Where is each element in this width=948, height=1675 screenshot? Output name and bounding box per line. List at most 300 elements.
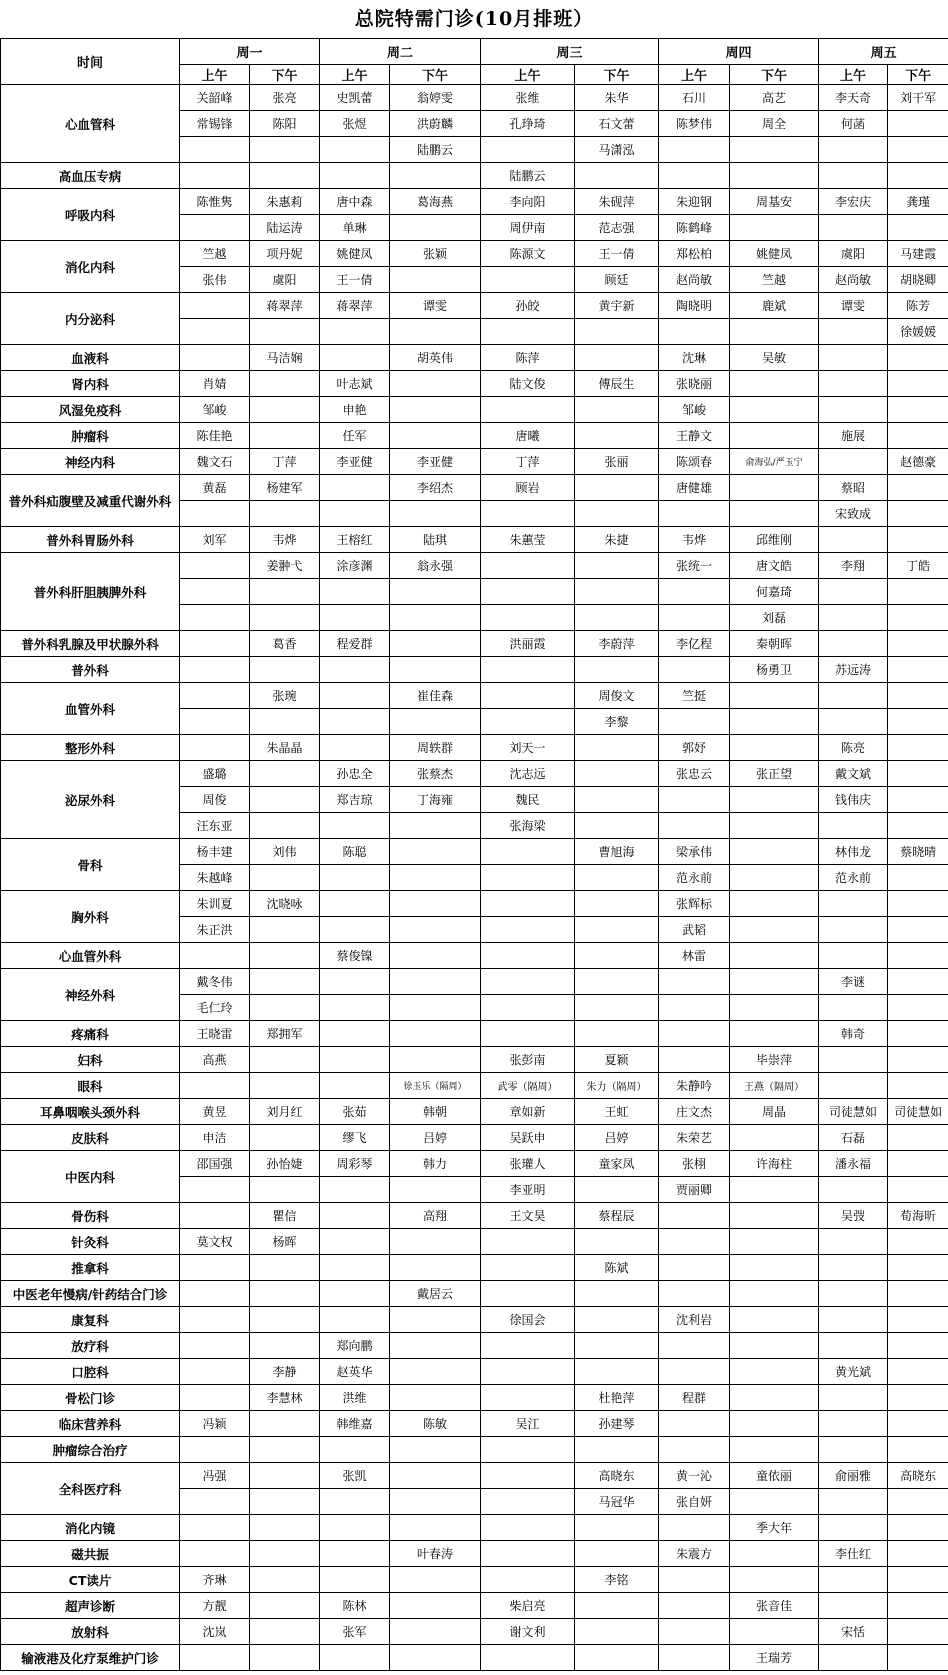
department-name: 中医老年慢病/针药结合门诊 [1,1281,180,1307]
doctor-cell: 齐琳 [180,1567,250,1593]
department-name: 血管外科 [1,683,180,735]
doctor-cell: 蔡昭 [819,475,888,501]
doctor-cell [730,137,819,163]
doctor-cell: 高翔 [390,1203,481,1229]
doctor-cell [659,1203,730,1229]
doctor-cell: 黄磊 [180,475,250,501]
doctor-cell [659,319,730,345]
table-row [1,1463,948,1489]
doctor-cell [888,527,948,553]
doctor-cell: 宋恬 [819,1619,888,1645]
doctor-cell: 陈芳 [888,293,948,319]
doctor-cell: 高晓东 [575,1463,659,1489]
doctor-cell [390,371,481,397]
doctor-cell [250,1567,320,1593]
doctor-cell [888,605,948,631]
doctor-cell [481,319,575,345]
doctor-cell [575,1359,659,1385]
table-row [1,345,948,371]
doctor-cell: 毕崇萍 [730,1047,819,1073]
doctor-cell [730,943,819,969]
doctor-cell: 陆运涛 [250,215,320,241]
doctor-cell [575,1229,659,1255]
doctor-cell: 陈鹤峰 [659,215,730,241]
doctor-cell [320,579,390,605]
doctor-cell: 丁皓 [888,553,948,579]
doctor-cell: 高燕 [180,1047,250,1073]
session-am-header: 上午 [659,65,730,85]
doctor-cell [730,501,819,527]
doctor-cell [575,553,659,579]
doctor-cell: 李蔚萍 [575,631,659,657]
doctor-cell: 陈惟隽 [180,189,250,215]
doctor-cell [819,579,888,605]
department-name: 眼科 [1,1073,180,1099]
doctor-cell [730,319,819,345]
department-name: 风湿免疫科 [1,397,180,423]
doctor-cell: 章如新 [481,1099,575,1125]
doctor-cell: 刘伟 [250,839,320,865]
doctor-cell [575,891,659,917]
doctor-cell: 程群 [659,1385,730,1411]
doctor-cell [888,111,948,137]
doctor-cell [888,1385,948,1411]
doctor-cell: 蒋翠萍 [250,293,320,319]
department-name: 临床营养科 [1,1411,180,1437]
doctor-cell [730,683,819,709]
table-row [1,1255,948,1281]
doctor-cell [390,839,481,865]
doctor-cell [180,1073,250,1099]
doctor-cell: 陈阳 [250,111,320,137]
doctor-cell: 徐国会 [481,1307,575,1333]
doctor-cell: 孙皎 [481,293,575,319]
department-name: 针灸科 [1,1229,180,1255]
doctor-cell [888,1645,948,1671]
doctor-cell: 张煜 [320,111,390,137]
doctor-cell: 姚健凤 [320,241,390,267]
doctor-cell: 王文昊 [481,1203,575,1229]
doctor-cell [320,1229,390,1255]
doctor-cell: 陆鹏云 [481,163,575,189]
doctor-cell: 虞阳 [250,267,320,293]
doctor-cell [888,1619,948,1645]
doctor-cell [575,579,659,605]
doctor-cell [481,553,575,579]
doctor-cell: 宋致成 [819,501,888,527]
doctor-cell [320,1073,390,1099]
doctor-cell: 张辉标 [659,891,730,917]
doctor-cell: 李亿程 [659,631,730,657]
doctor-cell [819,891,888,917]
doctor-cell: 张瓘人 [481,1151,575,1177]
doctor-cell [888,813,948,839]
table-row [1,293,948,319]
table-row [1,1645,948,1671]
table-row [1,85,948,111]
doctor-cell [659,1619,730,1645]
doctor-cell [481,605,575,631]
doctor-cell: 汪东亚 [180,813,250,839]
doctor-cell [819,345,888,371]
doctor-cell [180,215,250,241]
doctor-cell [730,1567,819,1593]
doctor-cell [320,969,390,995]
doctor-cell [888,709,948,735]
doctor-cell [730,813,819,839]
table-row [1,1073,948,1099]
doctor-cell [180,345,250,371]
doctor-cell [659,995,730,1021]
doctor-cell: 孙建琴 [575,1411,659,1437]
doctor-cell [390,1333,481,1359]
doctor-cell: 徐玉乐（隔周） [390,1073,481,1099]
doctor-cell [730,371,819,397]
doctor-cell [180,1515,250,1541]
department-name: 皮肤科 [1,1125,180,1151]
doctor-cell: 司徒慧如 [888,1099,948,1125]
doctor-cell [320,1203,390,1229]
doctor-cell: 李宏庆 [819,189,888,215]
doctor-cell [320,1489,390,1515]
doctor-cell: 俞丽雅 [819,1463,888,1489]
table-row [1,1515,948,1541]
doctor-cell [888,1359,948,1385]
doctor-cell: 周全 [730,111,819,137]
schedule-body [1,85,948,1671]
doctor-cell [819,605,888,631]
doctor-cell [250,1593,320,1619]
doctor-cell: 丁萍 [250,449,320,475]
doctor-cell [320,1541,390,1567]
department-name: 肿瘤综合治疗 [1,1437,180,1463]
doctor-cell: 杨丰建 [180,839,250,865]
doctor-cell [320,501,390,527]
doctor-cell [575,501,659,527]
doctor-cell [250,865,320,891]
doctor-cell: 洪丽霞 [481,631,575,657]
doctor-cell [481,137,575,163]
doctor-cell: 邵国强 [180,1151,250,1177]
doctor-cell: 曹旭海 [575,839,659,865]
department-name: 全科医疗科 [1,1463,180,1515]
doctor-cell: 洪维 [320,1385,390,1411]
doctor-cell [659,813,730,839]
doctor-cell [659,605,730,631]
doctor-cell [819,1567,888,1593]
doctor-cell: 李谜 [819,969,888,995]
doctor-cell [819,1307,888,1333]
doctor-cell: 郑松柏 [659,241,730,267]
doctor-cell: 刘月红 [250,1099,320,1125]
doctor-cell [730,969,819,995]
doctor-cell: 邹峻 [180,397,250,423]
doctor-cell [250,371,320,397]
doctor-cell [250,657,320,683]
table-row [1,163,948,189]
doctor-cell: 陈林 [320,1593,390,1619]
doctor-cell [390,1359,481,1385]
doctor-cell: 贾丽卿 [659,1177,730,1203]
doctor-cell: 葛海燕 [390,189,481,215]
doctor-cell [320,1255,390,1281]
doctor-cell [730,397,819,423]
doctor-cell: 邹峻 [659,397,730,423]
doctor-cell [390,943,481,969]
day-header-tue: 周二 [320,39,481,65]
doctor-cell: 唐曦 [481,423,575,449]
department-name: 康复科 [1,1307,180,1333]
doctor-cell: 胡晓卿 [888,267,948,293]
doctor-cell: 谢文利 [481,1619,575,1645]
doctor-cell [888,215,948,241]
doctor-cell [180,735,250,761]
department-name: 普外科 [1,657,180,683]
doctor-cell [320,657,390,683]
doctor-cell: 肖婧 [180,371,250,397]
doctor-cell: 朱静吟 [659,1073,730,1099]
doctor-cell [575,397,659,423]
doctor-cell [819,1255,888,1281]
doctor-cell: 瞿信 [250,1203,320,1229]
doctor-cell: 莫文权 [180,1229,250,1255]
session-pm-header: 下午 [575,65,659,85]
department-name: 呼吸内科 [1,189,180,241]
doctor-cell [481,709,575,735]
doctor-cell [481,1021,575,1047]
department-name: 普外科疝腹壁及减重代谢外科 [1,475,180,527]
doctor-cell [575,1281,659,1307]
doctor-cell [250,1541,320,1567]
doctor-cell [250,579,320,605]
doctor-cell: 傅辰生 [575,371,659,397]
doctor-cell [390,423,481,449]
doctor-cell [819,137,888,163]
doctor-cell [730,1489,819,1515]
doctor-cell: 李慧林 [250,1385,320,1411]
doctor-cell [320,137,390,163]
doctor-cell [575,943,659,969]
doctor-cell: 唐中森 [320,189,390,215]
doctor-cell [481,657,575,683]
doctor-cell: 吕婷 [390,1125,481,1151]
doctor-cell: 李黎 [575,709,659,735]
doctor-cell: 吕婷 [575,1125,659,1151]
doctor-cell [659,579,730,605]
doctor-cell: 陈萍 [481,345,575,371]
doctor-cell [320,1515,390,1541]
table-row [1,735,948,761]
doctor-cell [819,995,888,1021]
doctor-cell [730,1437,819,1463]
doctor-cell [888,345,948,371]
doctor-cell: 周轶群 [390,735,481,761]
table-row [1,423,948,449]
doctor-cell [250,423,320,449]
doctor-cell [888,1281,948,1307]
doctor-cell [390,1047,481,1073]
table-row [1,1021,948,1047]
doctor-cell [320,475,390,501]
doctor-cell [180,1645,250,1671]
doctor-cell: 柴启亮 [481,1593,575,1619]
doctor-cell: 常锡锋 [180,111,250,137]
doctor-cell: 张栩 [659,1151,730,1177]
doctor-cell [320,1437,390,1463]
table-row [1,683,948,709]
doctor-cell: 朱砚萍 [575,189,659,215]
doctor-cell [250,787,320,813]
doctor-cell: 马冠华 [575,1489,659,1515]
doctor-cell [250,1073,320,1099]
doctor-cell [481,397,575,423]
doctor-cell: 蔡俊镍 [320,943,390,969]
department-name: 疼痛科 [1,1021,180,1047]
table-row [1,1619,948,1645]
doctor-cell [888,1567,948,1593]
department-name: 推拿科 [1,1255,180,1281]
doctor-cell [180,163,250,189]
doctor-cell: 韩维嘉 [320,1411,390,1437]
doctor-cell [575,1437,659,1463]
doctor-cell [888,761,948,787]
department-name: 磁共振 [1,1541,180,1567]
doctor-cell: 王瑞芳 [730,1645,819,1671]
table-row [1,1541,948,1567]
doctor-cell [575,345,659,371]
doctor-cell: 张伟 [180,267,250,293]
doctor-cell: 张丽 [575,449,659,475]
doctor-cell [390,215,481,241]
doctor-cell [320,1645,390,1671]
doctor-cell [481,1541,575,1567]
doctor-cell [659,1333,730,1359]
table-row [1,943,948,969]
doctor-cell [819,1333,888,1359]
doctor-cell [481,1281,575,1307]
doctor-cell [819,319,888,345]
doctor-cell [250,163,320,189]
doctor-cell [888,1255,948,1281]
doctor-cell [730,1619,819,1645]
doctor-cell: 戴冬伟 [180,969,250,995]
doctor-cell [390,579,481,605]
doctor-cell: 王静文 [659,423,730,449]
doctor-cell [320,917,390,943]
doctor-cell: 周俊文 [575,683,659,709]
doctor-cell [481,1489,575,1515]
doctor-cell [390,1593,481,1619]
doctor-cell [250,1307,320,1333]
table-row [1,1359,948,1385]
doctor-cell: 何嘉琦 [730,579,819,605]
doctor-cell: 张维 [481,85,575,111]
department-name: 肾内科 [1,371,180,397]
doctor-cell: 黄昱 [180,1099,250,1125]
doctor-cell [390,1463,481,1489]
doctor-cell: 申艳 [320,397,390,423]
doctor-cell [888,1177,948,1203]
doctor-cell [888,891,948,917]
doctor-cell [180,1541,250,1567]
department-name: 胸外科 [1,891,180,943]
department-name: 消化内镜 [1,1515,180,1541]
doctor-cell: 张忠云 [659,761,730,787]
doctor-cell [575,1593,659,1619]
doctor-cell [730,215,819,241]
doctor-cell: 韩奇 [819,1021,888,1047]
doctor-cell [659,1281,730,1307]
doctor-cell [180,1359,250,1385]
doctor-cell [180,1307,250,1333]
doctor-cell [250,1645,320,1671]
doctor-cell: 韦烨 [659,527,730,553]
doctor-cell [659,1047,730,1073]
doctor-cell [575,423,659,449]
doctor-cell: 张凯 [320,1463,390,1489]
doctor-cell [819,943,888,969]
doctor-cell [888,1229,948,1255]
doctor-cell: 朱晶晶 [250,735,320,761]
doctor-cell: 吴江 [481,1411,575,1437]
doctor-cell: 周伊南 [481,215,575,241]
doctor-cell [819,1385,888,1411]
doctor-cell [250,1281,320,1307]
doctor-cell [888,683,948,709]
doctor-cell: 陆琪 [390,527,481,553]
doctor-cell [575,319,659,345]
doctor-cell [481,1255,575,1281]
table-row [1,1567,948,1593]
department-name: 整形外科 [1,735,180,761]
doctor-cell: 施展 [819,423,888,449]
doctor-cell [390,1619,481,1645]
doctor-cell: 陆鹏云 [390,137,481,163]
doctor-cell: 虞阳 [819,241,888,267]
table-row [1,1437,948,1463]
doctor-cell: 朱越峰 [180,865,250,891]
doctor-cell: 赵尚敏 [819,267,888,293]
doctor-cell [320,1281,390,1307]
doctor-cell: 荀海昕 [888,1203,948,1229]
doctor-cell [575,917,659,943]
doctor-cell: 刘磊 [730,605,819,631]
doctor-cell [730,1333,819,1359]
doctor-cell: 李仕红 [819,1541,888,1567]
doctor-cell: 姜翀弋 [250,553,320,579]
doctor-cell [180,293,250,319]
doctor-cell [730,709,819,735]
doctor-cell [250,969,320,995]
doctor-cell [390,1307,481,1333]
department-name: 普外科胃肠外科 [1,527,180,553]
table-row [1,241,948,267]
doctor-cell: 蔡晓晴 [888,839,948,865]
doctor-cell: 竺挺 [659,683,730,709]
doctor-cell [250,1047,320,1073]
doctor-cell [659,1411,730,1437]
doctor-cell: 谭雯 [390,293,481,319]
doctor-cell: 郑拥军 [250,1021,320,1047]
doctor-cell: 鹿斌 [730,293,819,319]
doctor-cell [730,423,819,449]
doctor-cell: 范永前 [819,865,888,891]
session-am-header: 上午 [481,65,575,85]
doctor-cell [180,1385,250,1411]
doctor-cell [888,735,948,761]
table-row [1,1229,948,1255]
doctor-cell: 丁海雍 [390,787,481,813]
